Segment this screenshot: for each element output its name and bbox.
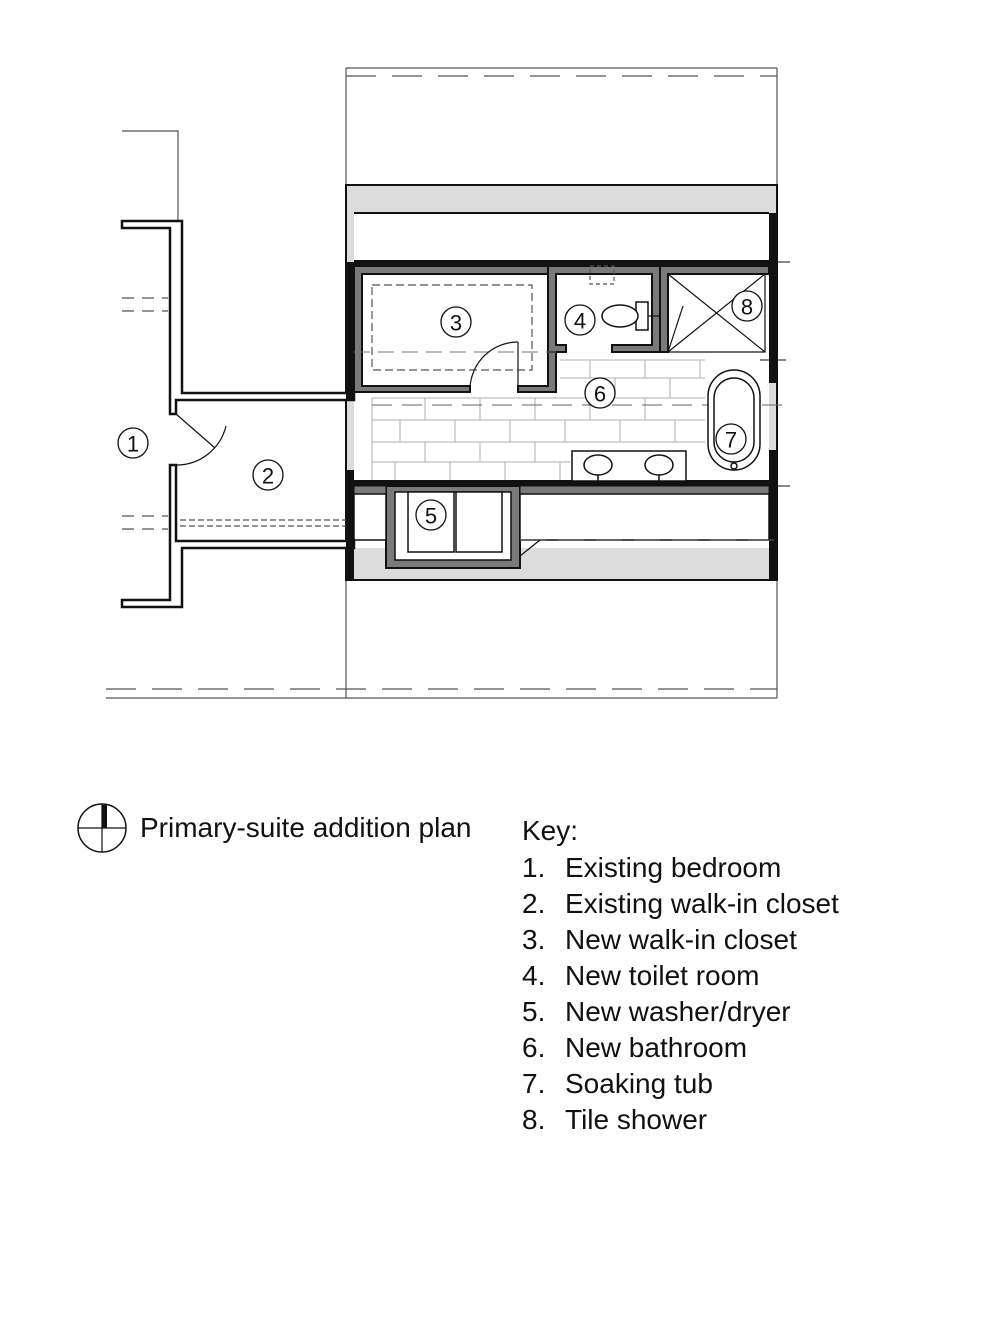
- sink-icon: [645, 455, 673, 475]
- legend-item-label: New toilet room: [565, 960, 760, 991]
- room-marker-7-label: 7: [724, 427, 738, 453]
- existing-walls: [122, 221, 354, 607]
- legend-item: [522, 1030, 839, 1066]
- soaking-tub-icon: [708, 370, 760, 470]
- section-marker-icon: [76, 802, 128, 854]
- legend-item: [522, 958, 839, 994]
- legend-item: [522, 1066, 839, 1102]
- legend-item-number: 3.: [522, 924, 546, 955]
- legend-item-label: New walk-in closet: [565, 924, 797, 955]
- legend-item-number: 7.: [522, 1068, 546, 1099]
- legend-item-number: 8.: [522, 1104, 546, 1135]
- legend-item-label: Existing bedroom: [565, 852, 782, 883]
- legend-item-number: 1.: [522, 852, 546, 883]
- legend: [522, 812, 839, 1138]
- plan-title: Primary-suite addition plan: [140, 812, 472, 843]
- plan-caption: [76, 800, 472, 856]
- legend-item: [522, 994, 839, 1030]
- room-marker-5-label: 5: [424, 503, 438, 529]
- bedroom-door: [176, 414, 226, 465]
- legend-item-number: 5.: [522, 996, 546, 1027]
- room-marker-6-label: 6: [593, 381, 607, 407]
- legend-item-label: New washer/dryer: [565, 996, 791, 1027]
- room-marker-2-label: 2: [261, 463, 275, 489]
- legend-item-label: Tile shower: [565, 1104, 708, 1135]
- room-marker-3-label: 3: [449, 310, 463, 336]
- room-marker-8-label: 8: [740, 294, 754, 320]
- legend-item: [522, 850, 839, 886]
- sink-icon: [584, 455, 612, 475]
- legend-item: [522, 922, 839, 958]
- legend-title: Key:: [522, 815, 579, 846]
- legend-item-label: Existing walk-in closet: [565, 888, 839, 919]
- vanity: [572, 451, 686, 481]
- legend-item-number: 6.: [522, 1032, 546, 1063]
- room-marker-4-label: 4: [573, 308, 587, 334]
- legend-item: [522, 886, 839, 922]
- legend-item-label: Soaking tub: [565, 1068, 713, 1099]
- legend-item-number: 4.: [522, 960, 546, 991]
- legend-item-label: New bathroom: [565, 1032, 748, 1063]
- room-marker-1-label: 1: [126, 431, 140, 457]
- legend-item: [522, 1102, 839, 1138]
- legend-item-number: 2.: [522, 888, 546, 919]
